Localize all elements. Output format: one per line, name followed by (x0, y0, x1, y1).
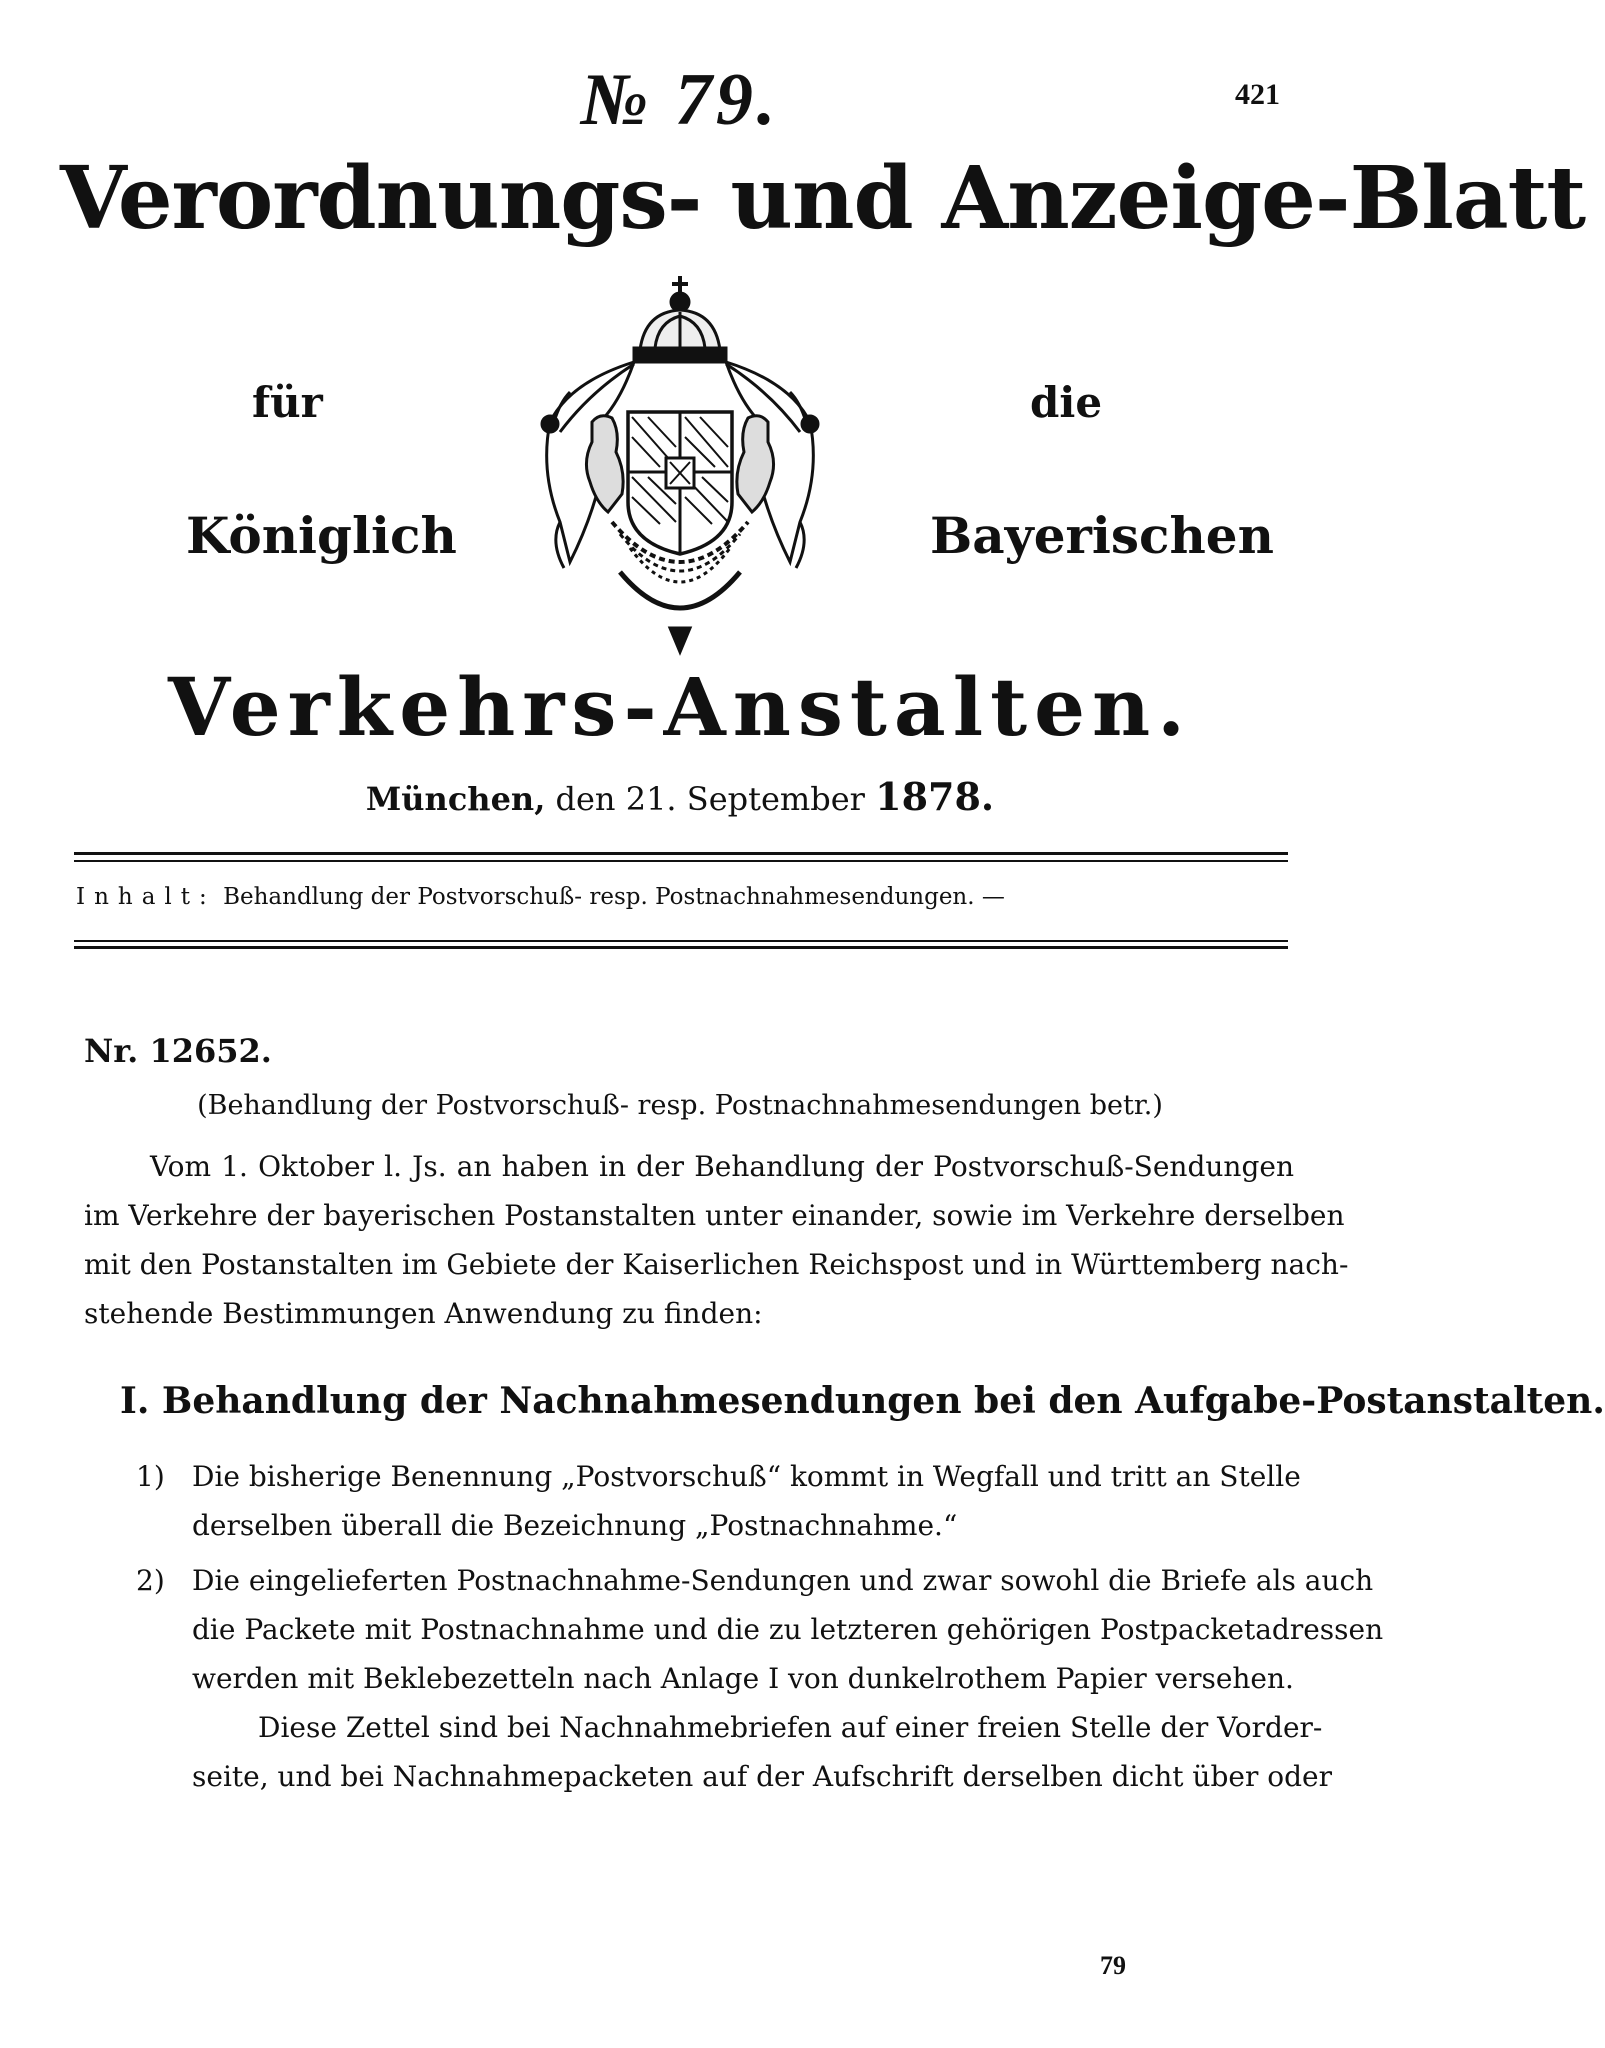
contents-line (76, 884, 1286, 910)
paragraph-line: mit den Postanstalten im Gebiete der Kaiserlichen Reichspost und in Württemberg nach- (84, 1248, 1349, 1281)
section-heading: I. Behandlung der Nachnahmesendungen bei den Aufgabe-Postanstalten. (120, 1380, 1605, 1422)
signature-number: 79 (1100, 1951, 1126, 1980)
dateline-year: 1878. (875, 774, 995, 819)
paragraph-line: derselben überall die Bezeichnung „Postnachnahme.“ (192, 1509, 958, 1542)
divider-rule (74, 946, 1288, 949)
divider-rule (74, 860, 1288, 862)
article-subject: (Behandlung der Postvorschuß- resp. Postnachnahmesendungen betr.) (197, 1090, 1163, 1121)
paragraph-line: stehende Bestimmungen Anwendung zu finden: (84, 1297, 763, 1330)
divider-rule (74, 940, 1288, 942)
list-item (136, 1556, 1384, 1801)
item-number: 2) (136, 1564, 165, 1597)
bavarian-coat-of-arms-icon (530, 272, 830, 658)
contents-text: Behandlung der Postvorschuß- resp. Postnachnahmesendungen. — (223, 884, 1005, 910)
paragraph-line: Die eingelieferten Postnachnahme-Sendungen und zwar sowohl die Briefe als auch (192, 1564, 1374, 1597)
title-word-fuer: für (252, 378, 323, 427)
dateline-place: München, (365, 780, 546, 818)
dateline (0, 774, 1360, 819)
title-word-bayerischen: Bayerischen (930, 506, 1274, 565)
publication-title: Verordnungs- und Anzeige-Blatt (60, 148, 1586, 249)
paragraph-line: Diese Zettel sind bei Nachnahmebriefen auf einer freien Stelle der Vorder- (258, 1711, 1323, 1744)
title-word-koeniglich: Königlich (186, 506, 457, 565)
article-number: Nr. 12652. (84, 1032, 272, 1070)
item-number: 1) (136, 1460, 165, 1493)
list-item (136, 1452, 1301, 1550)
dateline-date: den 21. September (555, 780, 865, 818)
contents-label: Inhalt: (76, 884, 216, 910)
paragraph-line: Vom 1. Oktober l. Js. an haben in der Behandlung der Postvorschuß-Sendungen (150, 1150, 1294, 1183)
paragraph-line: seite, und bei Nachnahmepacketen auf der Aufschrift derselben dicht über oder (192, 1760, 1332, 1793)
issue-number: № 79. (580, 59, 780, 141)
paragraph-line: im Verkehre der bayerischen Postanstalten unter einander, sowie im Verkehre derselben (84, 1199, 1345, 1232)
intro-paragraph (84, 1142, 1349, 1338)
divider-rule (74, 852, 1288, 855)
paragraph-line: die Packete mit Postnachnahme und die zu letzteren gehörigen Postpacketadressen (192, 1613, 1384, 1646)
page-number: 421 (1235, 78, 1280, 111)
title-word-die: die (1030, 378, 1103, 427)
paragraph-line: werden mit Beklebezetteln nach Anlage I von dunkelrothem Papier versehen. (192, 1662, 1294, 1695)
paragraph-line: Die bisherige Benennung „Postvorschuß“ kommt in Wegfall und tritt an Stelle (192, 1460, 1301, 1493)
publication-subtitle: Verkehrs-Anstalten. (168, 660, 1192, 754)
